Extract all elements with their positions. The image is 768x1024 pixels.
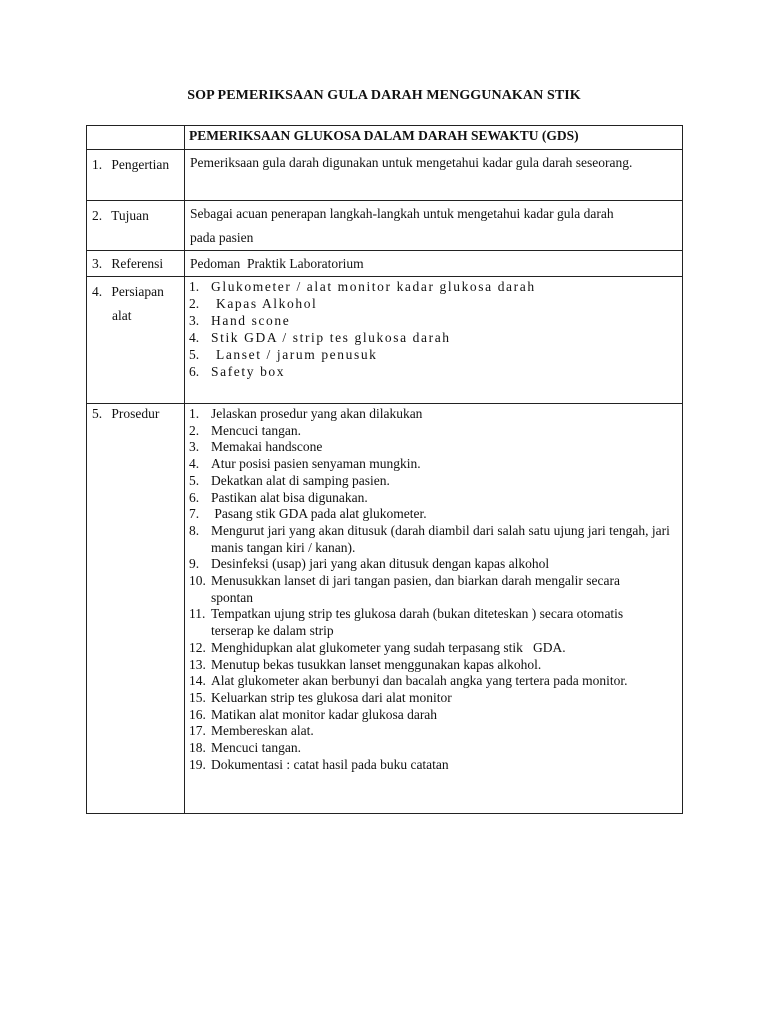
content-cell: [185, 251, 683, 277]
list-item: 10. Menusukkan lanset di jari tangan pasien, dan biarkan darah mengalir secara spontan: [189, 573, 620, 605]
row-number: 2.: [92, 208, 103, 223]
header-cell: [185, 126, 683, 150]
content-cell: [185, 201, 683, 251]
document-title: SOP PEMERIKSAAN GULA DARAH MENGGUNAKAN STIK: [187, 88, 581, 103]
list-item: 15. Keluarkan strip tes glukosa dari alat monitor: [189, 689, 452, 705]
row-label: Tujuan: [111, 208, 149, 223]
list-item: 17. Membereskan alat.: [189, 723, 314, 739]
sop-table: [86, 125, 683, 814]
list-item: 4. Atur posisi pasien senyaman mungkin.: [189, 456, 421, 472]
procedure-list: [185, 404, 682, 773]
list-item: 6. Pastikan alat bisa digunakan.: [189, 489, 368, 505]
equipment-list: [185, 277, 682, 380]
label-cell: [87, 404, 185, 814]
list-item: 6. Safety box: [189, 364, 286, 379]
row-label-continued: alat: [112, 308, 132, 323]
row-label: Persiapan: [111, 284, 164, 299]
label-cell: [87, 201, 185, 251]
list-item: 5. Dekatkan alat di samping pasien.: [189, 472, 390, 488]
list-item: 9. Desinfeksi (usap) jari yang akan ditusuk dengan kapas alkohol: [189, 556, 550, 572]
list-item: 1. Jelaskan prosedur yang akan dilakukan: [189, 406, 423, 421]
row-number: 3.: [92, 256, 103, 271]
list-item: 16. Matikan alat monitor kadar glukosa darah: [189, 706, 438, 722]
list-item: 8. Mengurut jari yang akan ditusuk (darah diambil dari salah satu ujung jari tengah, jari manis tangan kiri / kanan).: [189, 522, 670, 555]
list-item: 13. Menutup bekas tusukkan lanset menggunakan kapas alkohol.: [189, 656, 542, 672]
row-pengertian: [87, 150, 683, 201]
list-item: 1. Glukometer / alat monitor kadar glukosa darah: [189, 279, 536, 294]
row-label: Prosedur: [111, 406, 160, 421]
list-item: 4. Stik GDA / strip tes glukosa darah: [189, 330, 451, 345]
content-cell: [185, 404, 683, 814]
label-cell: [87, 251, 185, 277]
table-header-row: [87, 126, 683, 150]
tujuan-text: Sebagai acuan penerapan langkah-langkah untuk mengetahui kadar gula darah pada pasien: [190, 206, 614, 245]
list-item: 2. Mencuci tangan.: [189, 422, 301, 438]
row-tujuan: [87, 201, 683, 251]
list-item: 14. Alat glukometer akan berbunyi dan bacalah angka yang tertera pada monitor.: [189, 673, 628, 689]
row-number: 5.: [92, 406, 103, 421]
list-item: 12. Menghidupkan alat glukometer yang sudah terpasang stik GDA.: [189, 639, 566, 655]
label-cell: [87, 150, 185, 201]
row-number: 4.: [92, 284, 103, 299]
row-label: Pengertian: [111, 157, 170, 172]
row-persiapan-alat: [87, 277, 683, 404]
list-item: 5. Lanset / jarum penusuk: [189, 347, 378, 362]
content-cell: [185, 277, 683, 404]
row-number: 1.: [92, 157, 103, 172]
list-item: 3. Hand scone: [189, 313, 291, 328]
list-item: 11. Tempatkan ujung strip tes glukosa darah (bukan diteteskan ) secara otomatis terserap ke dalam strip: [189, 606, 624, 639]
list-item: 7. Pasang stik GDA pada alat glukometer.: [189, 506, 427, 522]
pengertian-text: Pemeriksaan gula darah digunakan untuk mengetahui kadar gula darah seseorang.: [190, 155, 633, 170]
row-referensi: [87, 251, 683, 277]
list-item: 19. Dokumentasi : catat hasil pada buku catatan: [189, 756, 449, 772]
row-label: Referensi: [111, 256, 164, 271]
list-item: 2. Kapas Alkohol: [189, 296, 318, 311]
list-item: 3. Memakai handscone: [189, 439, 323, 455]
list-item: 18. Mencuci tangan.: [189, 740, 301, 756]
table-header: PEMERIKSAAN GLUKOSA DALAM DARAH SEWAKTU (GDS): [189, 128, 579, 143]
content-cell: [185, 150, 683, 201]
label-cell: [87, 277, 185, 404]
header-empty-cell: [87, 126, 185, 150]
row-prosedur: [87, 404, 683, 814]
referensi-text: Pedoman Praktik Laboratorium: [190, 256, 364, 271]
